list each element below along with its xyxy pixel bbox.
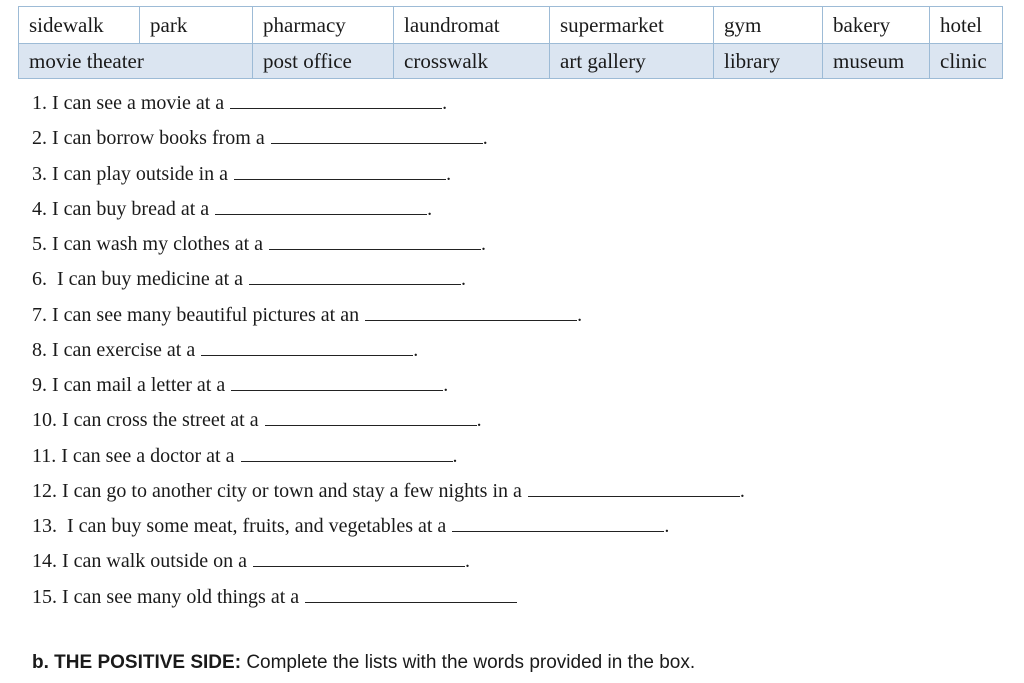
word-cell: clinic <box>930 44 1003 79</box>
sentence-text: 4. I can buy bread at a <box>32 197 210 220</box>
sentence-text: 1. I can see a movie at a <box>32 92 225 114</box>
word-box-row <box>19 44 1003 79</box>
sentence-item <box>32 86 745 121</box>
sentence-item <box>32 368 745 403</box>
sentence-item <box>32 298 745 333</box>
section-b-text: Complete the lists with the words provided in the box. <box>246 652 696 673</box>
word-cell: laundromat <box>394 7 550 44</box>
answer-blank[interactable] <box>271 125 483 144</box>
word-box-row <box>19 7 1003 44</box>
sentence-text: 15. I can see many old things at a <box>32 585 300 608</box>
sentence-text: 14. I can walk outside on a <box>32 550 247 573</box>
answer-blank[interactable] <box>201 337 413 356</box>
sentence-text: 6. I can buy medicine at a <box>32 268 244 291</box>
answer-blank[interactable] <box>305 584 517 603</box>
answer-blank[interactable] <box>231 372 443 391</box>
word-cell: library <box>714 44 823 79</box>
sentence-end: . <box>461 268 467 291</box>
sentence-text: 2. I can borrow books from a <box>32 127 265 150</box>
answer-blank[interactable] <box>241 443 453 462</box>
sentence-end: . <box>476 409 482 432</box>
answer-blank[interactable] <box>215 196 427 215</box>
sentence-text: 10. I can cross the street at a <box>32 409 259 432</box>
word-cell: pharmacy <box>253 7 394 44</box>
word-cell: park <box>140 7 253 44</box>
sentence-end: . <box>577 303 583 326</box>
sentence-end: . <box>739 479 745 502</box>
sentence-text: 11. I can see a doctor at a <box>32 444 235 467</box>
answer-blank[interactable] <box>249 266 461 285</box>
sentence-text: 9. I can mail a letter at a <box>32 374 226 396</box>
answer-blank[interactable] <box>253 548 465 567</box>
word-cell: movie theater <box>19 44 253 79</box>
sentence-text: 3. I can play outside in a <box>32 162 229 185</box>
sentence-item <box>32 157 745 192</box>
section-b-instruction <box>32 652 695 674</box>
word-cell: post office <box>253 44 394 79</box>
word-cell: art gallery <box>550 44 714 79</box>
answer-blank[interactable] <box>269 231 481 250</box>
sentence-text: 7. I can see many beautiful pictures at an <box>32 303 360 326</box>
word-cell: supermarket <box>550 7 714 44</box>
sentence-end: . <box>443 374 449 396</box>
answer-blank[interactable] <box>234 161 446 180</box>
sentence-item <box>32 262 745 297</box>
sentence-text: 12. I can go to another city or town and stay a few nights in a <box>32 479 522 502</box>
sentence-item <box>32 333 745 368</box>
sentence-item <box>32 192 745 227</box>
sentence-end: . <box>442 92 448 114</box>
answer-blank[interactable] <box>452 513 664 532</box>
answer-blank[interactable] <box>230 90 442 109</box>
sentence-end: . <box>446 162 452 185</box>
sentence-item <box>32 403 745 438</box>
sentence-item <box>32 509 745 544</box>
word-cell: gym <box>714 7 823 44</box>
sentence-end: . <box>413 338 419 361</box>
sentence-end: . <box>452 444 458 467</box>
sentence-item <box>32 580 745 615</box>
word-cell: hotel <box>930 7 1003 44</box>
sentence-text: 5. I can wash my clothes at a <box>32 233 264 255</box>
sentence-end: . <box>427 197 433 220</box>
section-b-heading: b. THE POSITIVE SIDE: <box>32 652 242 673</box>
sentence-end: . <box>464 550 470 573</box>
sentence-item <box>32 121 745 156</box>
sentence-item <box>32 227 745 262</box>
sentence-end: . <box>664 515 670 537</box>
sentence-end: . <box>482 127 488 150</box>
sentence-text: 13. I can buy some meat, fruits, and vegetables at a <box>32 515 447 537</box>
answer-blank[interactable] <box>265 407 477 426</box>
sentence-list <box>32 86 745 615</box>
word-cell: bakery <box>823 7 930 44</box>
answer-blank[interactable] <box>365 302 577 321</box>
word-box <box>18 6 1003 79</box>
sentence-item <box>32 474 745 509</box>
word-cell: museum <box>823 44 930 79</box>
sentence-item <box>32 544 745 579</box>
sentence-end: . <box>481 233 487 255</box>
sentence-item <box>32 439 745 474</box>
word-cell: sidewalk <box>19 7 140 44</box>
answer-blank[interactable] <box>528 478 740 497</box>
sentence-text: 8. I can exercise at a <box>32 338 196 361</box>
word-cell: crosswalk <box>394 44 550 79</box>
